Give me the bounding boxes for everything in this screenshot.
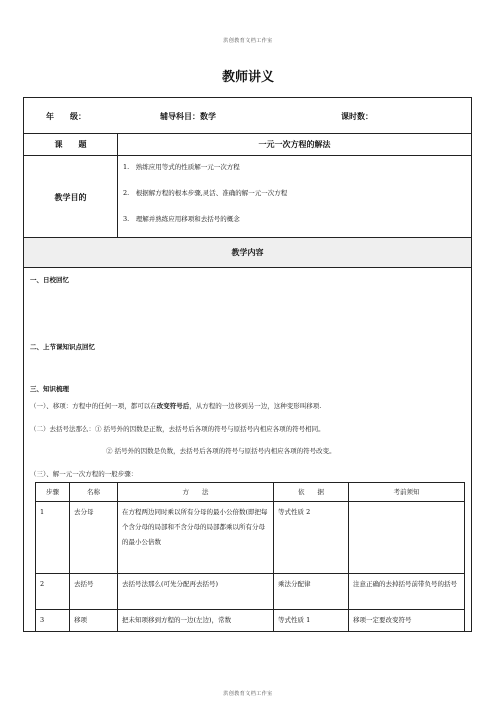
table-cell: 乘法分配律: [274, 574, 349, 610]
lesson-sheet: [23, 97, 472, 632]
table-cell: 等式性质 2: [274, 502, 349, 574]
column-header: 考前须知: [349, 483, 465, 502]
column-header: 步骤: [36, 483, 70, 502]
grade-label: 年 级：: [46, 112, 86, 121]
column-header: 依 据: [274, 483, 349, 502]
steps-heading: （三）、解一元一次方程的一般步骤：: [30, 470, 138, 478]
hours-label: 课时数：: [341, 112, 373, 121]
table-row: [36, 502, 465, 574]
table-cell: 2: [36, 574, 70, 610]
content-heading: 教学内容: [231, 248, 264, 257]
steps-table: [35, 482, 465, 632]
table-cell: 等式性质 1: [274, 610, 349, 632]
page-title: 教师讲义: [221, 70, 274, 85]
table-cell: 1: [36, 502, 70, 574]
goal-item: 2. 根据解方程的根本步骤,灵活、准确的解一元一次方程: [123, 189, 288, 197]
table-row: [36, 610, 465, 632]
transposition-definition: （一）、移项：方程中的任何一项，都可以在改变符号后，从方程的一边移到另一边，这种变形叫移项.: [30, 402, 322, 410]
page-header-note: 洪创教育文档工作室: [223, 38, 273, 44]
table-cell: 去分母: [70, 502, 118, 574]
goals-label: 教学目的: [54, 193, 87, 202]
column-header: 方 法: [118, 483, 274, 502]
section-heading-review: 一、日校回忆: [30, 276, 69, 284]
topic-row: [24, 134, 471, 156]
table-cell: 注意正确的去掉括号前带负号的括号: [349, 574, 465, 610]
table-cell: [349, 502, 465, 574]
goal-item: 3. 理解并熟练应用移项和去括号的概念: [123, 215, 240, 223]
table-cell: 移项: [70, 610, 118, 632]
topic-label: 课 题: [54, 140, 87, 149]
table-cell: 把未知项移到方程的一边(左边)，常数: [118, 610, 274, 632]
column-header: 名称: [70, 483, 118, 502]
table-cell: 去括号法那么(可先分配再去括号): [118, 574, 274, 610]
section-heading-knowledge: 三、知识梳理: [30, 385, 69, 393]
table-cell: 去括号: [70, 574, 118, 610]
table-row: [36, 574, 465, 610]
table-header-row: [36, 483, 465, 502]
content-heading-row: [24, 238, 471, 268]
bracket-rule-positive: （二）去括号法那么：① 括号外的因数是正数，去括号后各项的符号与原括号内相应各项的符号相同。: [30, 425, 325, 433]
goal-item: 1. 熟练应用等式的性质解一元一次方程: [123, 163, 240, 171]
table-cell: 3: [36, 610, 70, 632]
emphasis-text: 改变符号后: [156, 402, 190, 410]
bracket-rule-negative: ② 括号外的因数是负数，去括号后各项的符号与原括号内相应各项的符号改变。: [106, 447, 336, 455]
topic-value: 一元一次方程的解法: [258, 140, 331, 149]
section-heading-last-lesson: 二、上节课知识点回忆: [30, 343, 95, 351]
info-row: [24, 98, 471, 134]
page-footer-note: 洪创教育文档工作室: [223, 691, 273, 697]
table-cell: 移项一定要改变符号: [349, 610, 465, 632]
table-cell: 在方程两边同时乘以所有分母的最小公倍数(即把每个含分母的局部和不含分母的局部都乘以所有分母的最小公倍数: [118, 502, 274, 574]
subject-label: 辅导科目：数学: [160, 112, 216, 121]
goals-row: [24, 156, 471, 238]
